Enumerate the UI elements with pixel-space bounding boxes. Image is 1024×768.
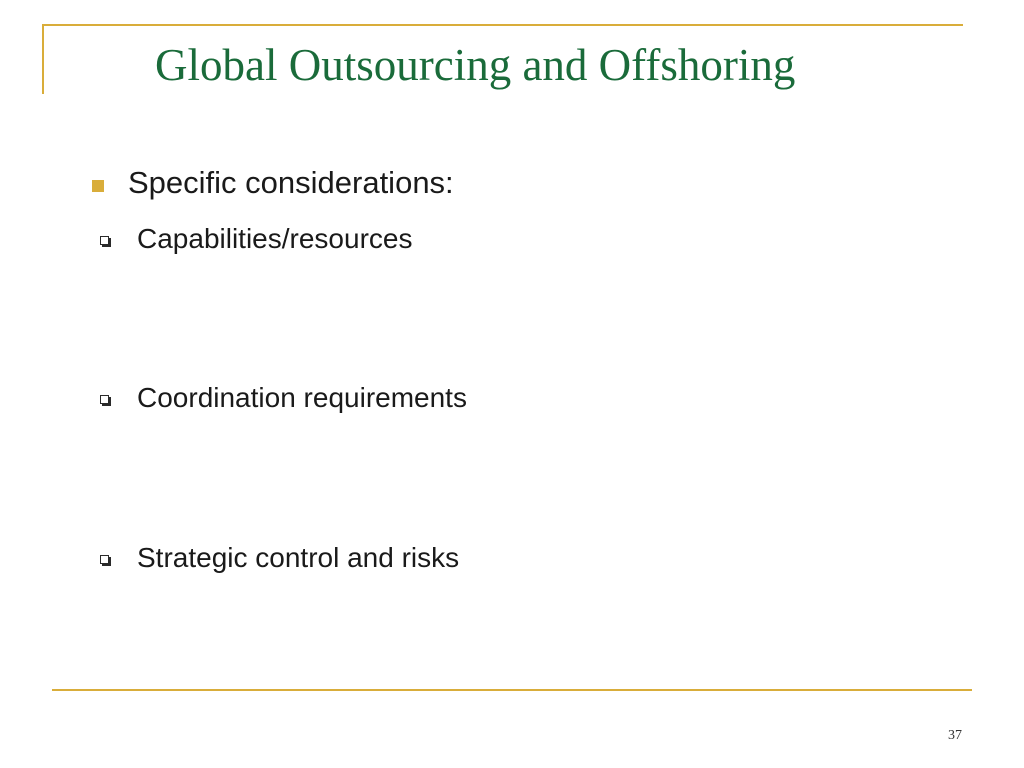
left-border-line: [42, 24, 44, 94]
sub-bullet-text: Capabilities/resources: [137, 223, 413, 254]
hollow-square-bullet-icon: [100, 395, 109, 404]
footer-divider: [52, 689, 972, 691]
sub-bullet-text: Coordination requirements: [137, 382, 467, 413]
page-number: 37: [948, 728, 962, 743]
top-border-line: [42, 24, 963, 26]
hollow-square-bullet-icon: [100, 555, 109, 564]
hollow-square-bullet-icon: [100, 236, 109, 245]
slide-title: Global Outsourcing and Offshoring: [155, 40, 796, 90]
sub-bullet-text: Strategic control and risks: [137, 542, 460, 573]
bullet-text: Specific considerations:: [128, 165, 454, 200]
filled-square-bullet-icon: [92, 180, 104, 192]
